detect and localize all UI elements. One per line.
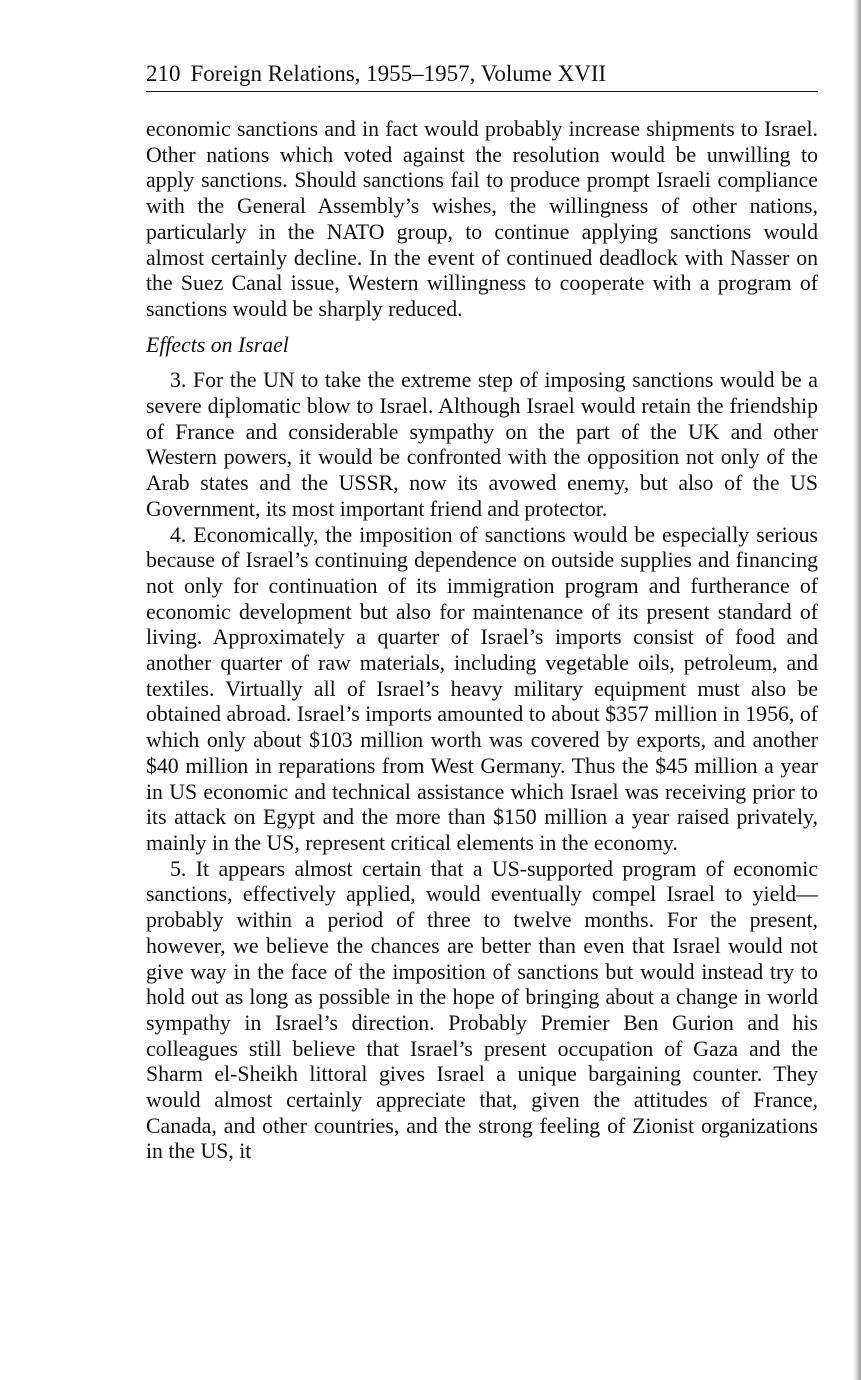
paragraph-4: 4. Economically, the imposition of sanctions would be especially serious because of Israel’s continuing dependence on outside supplies and financing not only for continuation of its immigration program and furtherance of economic development but also for maintenance of its present standard of living. Approximately a quarter of Israel’s imports consist of food and another quarter of raw materials, including vegetable oils, petroleum, and textiles. Virtually all of Israel’s heavy military equipment must also be obtained abroad. Israel’s imports amounted to about $357 million in 1956, of which only about $103 million worth was covered by exports, and another $40 million in reparations from West Germany. Thus the $45 million a year in US economic and technical assistance which Israel was receiving prior to its attack on Egypt and the more than $150 million a year raised privately, mainly in the US, represent critical elements in the economy. xyxy=(146,522,818,855)
body-text xyxy=(146,117,818,1165)
section-heading: Effects on Israel xyxy=(146,332,289,357)
running-title: Foreign Relations, 1955–1957, Volume XVII xyxy=(190,61,607,86)
running-header xyxy=(146,60,818,92)
paragraph-3: 3. For the UN to take the extreme step of imposing sanctions would be a severe diplomatic blow to Israel. Although Israel would retain the friendship of France and considerable sympathy on the part of the UK and other Western powers, it would be confronted with the opposition not only of the Arab states and the USSR, now its avowed enemy, but also of the US Government, its most important friend and protector. xyxy=(146,368,818,521)
page-number: 210 xyxy=(146,61,181,86)
page-edge-shadow xyxy=(852,0,861,1380)
paragraph-continuation: economic sanctions and in fact would probably increase shipments to Israel. Other nations which voted against the resolution would be unwilling to apply sanctions. Should sanctions fail to produce prompt Israeli compliance with the General Assembly’s wishes, the willingness of other nations, particularly in the NATO group, to continue applying sanctions would almost certainly decline. In the event of continued deadlock with Nasser on the Suez Canal issue, Western willingness to cooperate with a program of sanctions would be sharply reduced. xyxy=(146,117,818,321)
paragraph-5: 5. It appears almost certain that a US-supported program of economic sanctions, effectively applied, would eventually compel Israel to yield—probably within a period of three to twelve months. For the present, however, we believe the chances are better than even that Israel would not give way in the face of the imposition of sanctions but would instead try to hold out as long as possible in the hope of bringing about a change in world sympathy in Israel’s direction. Probably Premier Ben Gurion and his colleagues still believe that Israel’s present occupation of Gaza and the Sharm el-Sheikh littoral gives Israel a unique bargaining counter. They would almost certainly appreciate that, given the attitudes of France, Canada, and other countries, and the strong feeling of Zionist organizations in the US, it xyxy=(146,856,818,1164)
